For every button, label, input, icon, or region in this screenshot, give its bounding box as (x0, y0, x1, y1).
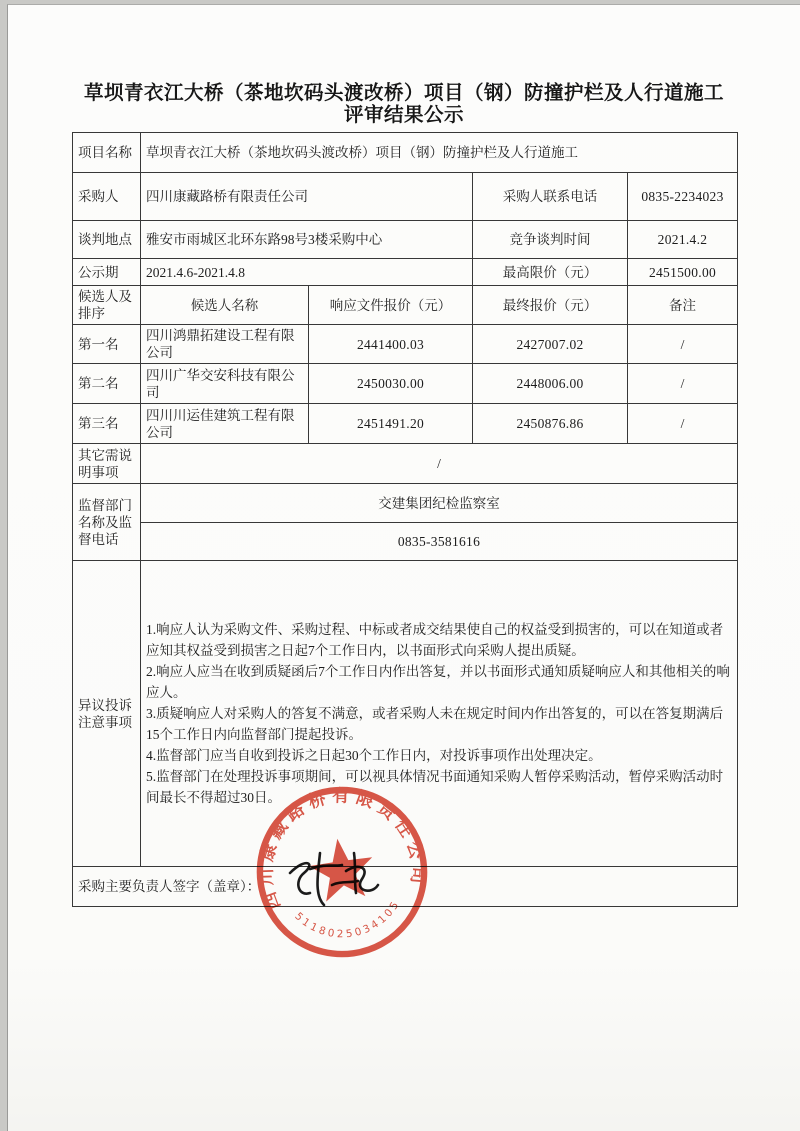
seal-number-text: 5118025034105 (292, 897, 403, 941)
objection-label: 异议投诉注意事项 (73, 561, 141, 867)
project-name-value: 草坝青衣江大桥（茶地坎码头渡改桥）项目（钢）防撞护栏及人行道施工 (141, 133, 738, 173)
objection-notice-cell (141, 561, 738, 867)
negotiation-time-value: 2021.4.2 (628, 221, 738, 259)
candidate-doc-price: 2450030.00 (309, 364, 473, 404)
candidate-doc-price: 2441400.03 (309, 325, 473, 364)
candidate-final-price: 2450876.86 (473, 404, 628, 444)
candidates-name-header: 候选人名称 (141, 286, 309, 325)
candidate-doc-price: 2451491.20 (309, 404, 473, 444)
candidate-remark: / (628, 325, 738, 364)
candidate-name: 四川广华交安科技有限公司 (141, 364, 309, 404)
candidate-row (73, 364, 738, 404)
purchaser-phone-value: 0835-2234023 (628, 173, 738, 221)
supervision-label: 监督部门名称及监督电话 (73, 484, 141, 561)
candidates-final-price-header: 最终报价（元） (473, 286, 628, 325)
other-notes-value: / (141, 444, 738, 484)
candidate-row (73, 404, 738, 444)
objection-item-3: 3.质疑响应人对采购人的答复不满意，或者采购人未在规定时间内作出答复的，可以在答复期满后15个工作日内向监督部门提起投诉。 (146, 706, 724, 742)
table-row (73, 133, 738, 173)
candidate-final-price: 2427007.02 (473, 325, 628, 364)
objection-item-5: 5.监督部门在处理投诉事项期间，可以视具体情况书面通知采购人暂停采购活动，暂停采购活动时间最长不得超过30日。 (146, 769, 724, 805)
seal-company-text: 四川康藏路桥有限责任公司 (256, 786, 428, 913)
table-row (73, 444, 738, 484)
candidates-doc-price-header: 响应文件报价（元） (309, 286, 473, 325)
signature-row (73, 867, 738, 907)
objection-item-4: 4.监督部门应当自收到投诉之日起30个工作日内，对投诉事项作出处理决定。 (146, 748, 602, 763)
project-name-label: 项目名称 (73, 133, 141, 173)
publicity-period-value: 2021.4.6-2021.4.8 (141, 259, 473, 286)
candidates-remark-header: 备注 (628, 286, 738, 325)
max-price-label: 最高限价（元） (473, 259, 628, 286)
candidates-header-row (73, 286, 738, 325)
candidate-remark: / (628, 404, 738, 444)
signature-row-label: 采购主要负责人签字（盖章）： (73, 867, 738, 907)
max-price-value: 2451500.00 (628, 259, 738, 286)
supervision-phone-value: 0835-3581616 (141, 523, 738, 561)
candidate-remark: / (628, 364, 738, 404)
table-row (73, 221, 738, 259)
other-notes-label: 其它需说明事项 (73, 444, 141, 484)
publicity-period-label: 公示期 (73, 259, 141, 286)
candidate-name: 四川川运佳建筑工程有限公司 (141, 404, 309, 444)
table-row (73, 173, 738, 221)
candidate-name: 四川鸿鼎拓建设工程有限公司 (141, 325, 309, 364)
candidate-row (73, 325, 738, 364)
table-row (73, 259, 738, 286)
objection-item-1: 1.响应人认为采购文件、采购过程、中标或者成交结果使自己的权益受到损害的，可以在知道或者应知其权益受到损害之日起7个工作日内，以书面形式向采购人提出质疑。 (146, 622, 724, 658)
negotiation-time-label: 竞争谈判时间 (473, 221, 628, 259)
supervision-dept-value: 交建集团纪检监察室 (141, 484, 738, 523)
paper-page (7, 4, 800, 1131)
candidate-final-price: 2448006.00 (473, 364, 628, 404)
purchaser-phone-label: 采购人联系电话 (473, 173, 628, 221)
purchaser-label: 采购人 (73, 173, 141, 221)
negotiation-place-value: 雅安市雨城区北环东路98号3楼采购中心 (141, 221, 473, 259)
negotiation-place-label: 谈判地点 (73, 221, 141, 259)
objection-row (73, 561, 738, 867)
table-row (73, 484, 738, 523)
objection-item-2: 2.响应人应当在收到质疑函后7个工作日内作出答复，并以书面形式通知质疑响应人和其他相关的响应人。 (146, 664, 730, 700)
candidates-rank-header: 候选人及排序 (73, 286, 141, 325)
candidate-rank: 第一名 (73, 325, 141, 364)
table-row (73, 523, 738, 561)
results-table (72, 132, 738, 907)
candidate-rank: 第二名 (73, 364, 141, 404)
page-title-line2: 评审结果公示 (343, 103, 464, 126)
page-title (8, 5, 800, 126)
candidate-rank: 第三名 (73, 404, 141, 444)
page-title-line1: 草坝青衣江大桥（茶地坎码头渡改桥）项目（钢）防撞护栏及人行道施工 (83, 81, 724, 104)
purchaser-value: 四川康藏路桥有限责任公司 (141, 173, 473, 221)
